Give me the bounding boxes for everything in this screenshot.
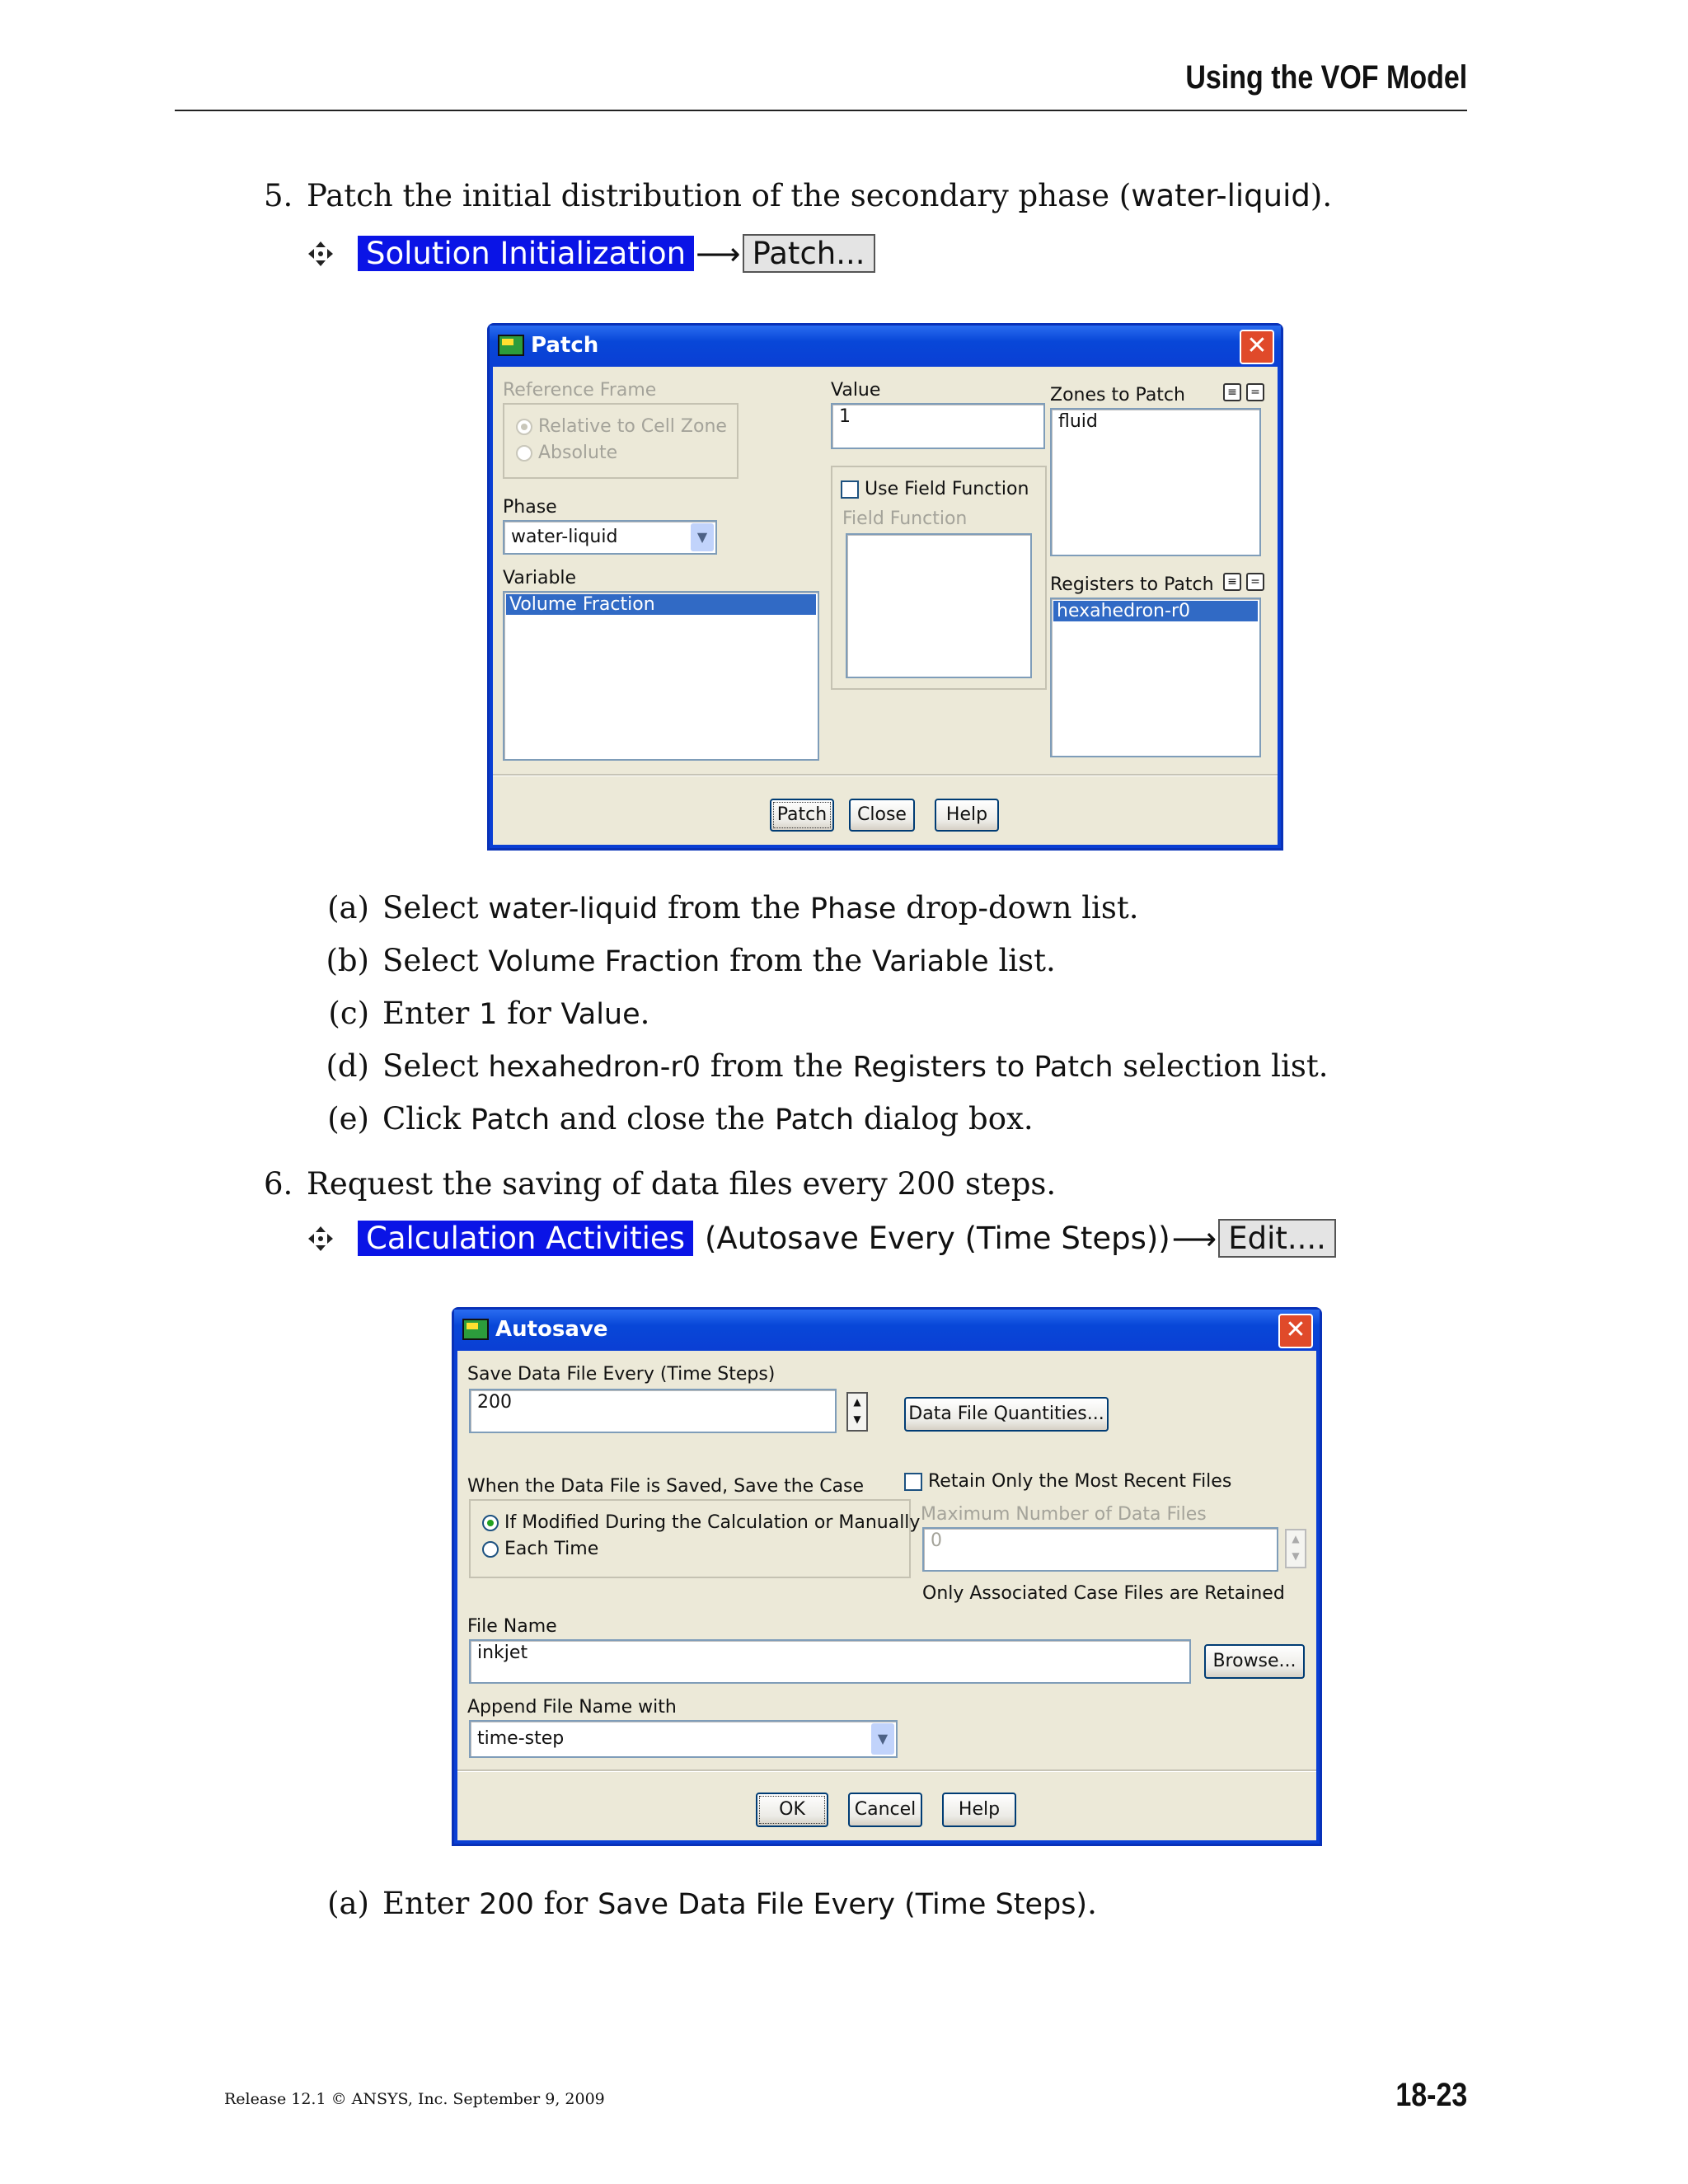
save-every-input[interactable]: 200 <box>469 1389 837 1433</box>
running-header-title: Using the VOF Model <box>1185 59 1467 96</box>
footer-release: Release 12.1 © ANSYS, Inc. September 9, 2009 <box>224 2090 605 2108</box>
navigation-icon <box>307 240 335 268</box>
save-case-label: When the Data File is Saved, Save the Case <box>467 1476 865 1497</box>
list-item: (a) Select water-liquid from the Phase drop-down list. <box>327 890 1139 926</box>
deselect-all-icon[interactable]: = <box>1246 573 1264 591</box>
registers-to-patch-label: Registers to Patch <box>1050 574 1214 595</box>
field-function-list[interactable] <box>846 533 1032 678</box>
edit-menu-button[interactable]: Edit.... <box>1218 1219 1336 1258</box>
phase-label: Phase <box>503 497 557 518</box>
autosave-dialog <box>452 1307 1322 1846</box>
help-button[interactable]: Help <box>935 799 999 832</box>
patch-button[interactable]: Patch <box>770 799 834 832</box>
reference-frame-label: Reference Frame <box>503 380 657 401</box>
chevron-down-icon: ▼ <box>691 523 714 551</box>
radio-relative[interactable]: Relative to Cell Zone <box>516 416 727 437</box>
step-6: 6. Request the saving of data files every 200 steps. <box>264 1166 1057 1202</box>
zones-to-patch-label: Zones to Patch <box>1050 385 1185 405</box>
patch-menu-button[interactable]: Patch... <box>743 234 875 273</box>
stepper-icon[interactable]: ▲ ▼ <box>1285 1529 1306 1568</box>
radio-if-modified[interactable]: If Modified During the Calculation or Manually <box>482 1512 920 1533</box>
divider <box>457 1769 1316 1772</box>
deselect-all-icon[interactable]: = <box>1246 383 1264 401</box>
help-button[interactable]: Help <box>942 1793 1016 1827</box>
phase-dropdown[interactable]: water-liquid ▼ <box>503 520 717 555</box>
registers-list[interactable] <box>1050 598 1261 757</box>
append-dropdown[interactable]: time-step ▼ <box>469 1720 898 1758</box>
data-file-quantities-button[interactable]: Data File Quantities... <box>904 1397 1109 1432</box>
save-case-group <box>469 1499 921 1578</box>
patch-dialog <box>487 323 1283 851</box>
ok-button[interactable]: OK <box>756 1793 828 1827</box>
variable-item-selected[interactable]: Volume Fraction <box>506 594 816 615</box>
header-rule <box>175 110 1467 111</box>
nav-arrow: ⟶ <box>696 235 741 272</box>
navigation-icon <box>307 1225 335 1253</box>
append-label: Append File Name with <box>467 1697 677 1718</box>
divider <box>493 774 1278 776</box>
field-function-label: Field Function <box>842 509 968 529</box>
zones-list[interactable] <box>1050 408 1261 556</box>
register-item-selected[interactable]: hexahedron-r0 <box>1053 601 1258 621</box>
file-name-input[interactable]: inkjet <box>469 1639 1191 1684</box>
list-item: (a) Enter 200 for Save Data File Every (Time Steps). <box>327 1886 1097 1921</box>
variable-label: Variable <box>503 568 577 588</box>
max-files-label: Maximum Number of Data Files <box>921 1504 1207 1525</box>
close-icon[interactable]: ✕ <box>1278 1314 1313 1348</box>
patch-dialog-body <box>493 367 1278 845</box>
value-input[interactable]: 1 <box>831 403 1045 449</box>
app-icon <box>462 1319 489 1340</box>
step-5: 5. Patch the initial distribution of the secondary phase (water-liquid). <box>264 178 1333 213</box>
dialog-title: Patch <box>531 333 599 358</box>
file-name-label: File Name <box>467 1616 557 1637</box>
cancel-button[interactable]: Cancel <box>848 1793 922 1827</box>
autosave-dialog-body <box>457 1351 1316 1840</box>
page-number: 18-23 <box>1395 2077 1467 2113</box>
step-number: 5. <box>264 178 293 213</box>
radio-each-time[interactable]: Each Time <box>482 1539 598 1559</box>
close-icon[interactable]: ✕ <box>1240 330 1274 364</box>
autosave-dialog-titlebar <box>454 1310 1320 1349</box>
nav-arrow: ⟶ <box>1171 1220 1217 1257</box>
max-files-input[interactable]: 0 <box>922 1527 1278 1572</box>
select-all-icon[interactable]: ≡ <box>1223 383 1241 401</box>
patch-dialog-titlebar <box>490 326 1281 365</box>
only-associated-note: Only Associated Case Files are Retained <box>922 1583 1285 1604</box>
close-button[interactable]: Close <box>849 799 915 832</box>
reference-frame-group <box>503 403 738 479</box>
browse-button[interactable]: Browse... <box>1204 1644 1305 1679</box>
checkbox <box>904 1473 922 1491</box>
value-label: Value <box>831 380 881 401</box>
stepper-icon[interactable]: ▲ ▼ <box>846 1392 868 1432</box>
retain-recent-checkbox[interactable]: Retain Only the Most Recent Files <box>904 1471 1231 1492</box>
list-item[interactable]: fluid <box>1058 411 1098 432</box>
step-5-navigation <box>307 234 875 273</box>
use-field-function-checkbox[interactable]: Use Field Function <box>841 479 1029 499</box>
calculation-activities-link[interactable]: Calculation Activities <box>358 1221 693 1256</box>
autosave-every-label: (Autosave Every (Time Steps)) <box>704 1221 1170 1256</box>
chevron-down-icon: ▼ <box>871 1723 894 1755</box>
step-6-navigation <box>307 1219 1336 1258</box>
list-item: (d) Select hexahedron-r0 from the Registers to Patch selection list. <box>326 1048 1329 1084</box>
save-every-label: Save Data File Every (Time Steps) <box>467 1364 776 1385</box>
checkbox <box>841 480 859 499</box>
solution-initialization-link[interactable]: Solution Initialization <box>358 236 694 271</box>
dialog-title: Autosave <box>495 1317 608 1342</box>
select-all-icon[interactable]: ≡ <box>1223 573 1241 591</box>
field-function-group <box>831 466 1047 690</box>
list-item: (e) Click Patch and close the Patch dialog box. <box>327 1101 1034 1137</box>
app-icon <box>498 335 524 356</box>
list-item: (b) Select Volume Fraction from the Variable list. <box>326 943 1056 978</box>
list-item: (c) Enter 1 for Value. <box>328 996 650 1031</box>
radio-absolute[interactable]: Absolute <box>516 443 617 463</box>
variable-list[interactable] <box>503 591 819 761</box>
step-number: 6. <box>264 1166 293 1202</box>
